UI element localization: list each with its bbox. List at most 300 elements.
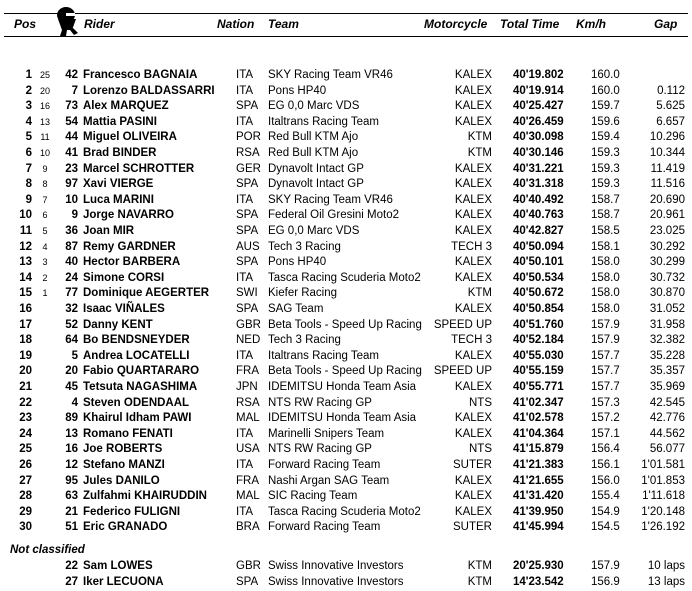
rider-number: 54	[65, 115, 78, 128]
gap: 30.732	[649, 271, 685, 284]
nation: NED	[236, 334, 261, 347]
motorcycle: KALEX	[454, 209, 492, 222]
nation: ITA	[236, 69, 254, 81]
gap: 1'26.192	[641, 521, 685, 534]
team-name: Dynavolt Intact GP	[268, 178, 364, 191]
points: 6	[42, 210, 48, 221]
rider-number: 36	[65, 225, 78, 237]
motorcycle: KALEX	[454, 115, 492, 128]
team-name: Marinelli Snipers Team	[268, 427, 385, 440]
gap: 30.292	[649, 240, 685, 253]
rider-number: 10	[65, 193, 78, 206]
speed: 156.1	[591, 459, 620, 471]
total-time: 40'19.914	[513, 84, 564, 97]
rider-number: 4	[71, 396, 78, 409]
rider-helmet-icon	[54, 6, 80, 36]
speed: 154.5	[591, 521, 620, 534]
points: 5	[42, 226, 48, 236]
team-name: IDEMITSU Honda Team Asia	[268, 381, 417, 393]
position: 7	[25, 162, 32, 175]
result-row	[0, 271, 692, 287]
speed: 160.0	[591, 84, 620, 97]
motorcycle: TECH 3	[451, 240, 492, 253]
rider-name: Romano FENATI	[83, 427, 173, 440]
rider-number: 22	[65, 560, 78, 572]
nation: SPA	[236, 225, 259, 237]
rider-name: Khairul Idham PAWI	[83, 412, 192, 425]
motorcycle: NTS	[469, 396, 492, 409]
result-row	[0, 458, 692, 474]
rider-number: 42	[65, 69, 78, 81]
nation: ITA	[236, 271, 254, 284]
position: 3	[25, 100, 32, 113]
gap: 1'11.618	[642, 490, 685, 503]
motorcycle: SUTER	[453, 459, 492, 471]
total-time: 40'31.221	[513, 162, 564, 175]
rider-name: Iker LECUONA	[83, 575, 164, 588]
points: 1	[42, 288, 48, 299]
gap: 5.625	[656, 100, 685, 113]
motorcycle: TECH 3	[451, 334, 492, 347]
speed: 160.0	[591, 69, 620, 81]
motorcycle: KTM	[467, 287, 492, 300]
total-time: 40'55.159	[513, 365, 564, 378]
motorcycle: KALEX	[454, 225, 492, 237]
rider-number: 52	[65, 318, 78, 331]
gap: 30.299	[649, 256, 685, 269]
total-time: 40'40.492	[513, 193, 564, 206]
rider-number: 7	[71, 84, 78, 97]
total-time: 40'52.184	[513, 334, 564, 347]
motorcycle: SPEED UP	[433, 365, 492, 378]
nation: MAL	[236, 490, 260, 503]
rider-name: Federico FULIGNI	[83, 505, 181, 518]
nation: USA	[236, 443, 260, 456]
motorcycle: KALEX	[454, 412, 492, 425]
motorcycle: SUTER	[453, 521, 492, 534]
total-time: 40'50.854	[513, 303, 564, 315]
gap: 35.228	[649, 349, 685, 362]
nation: SWI	[236, 287, 258, 300]
rider-name: Simone CORSI	[83, 271, 165, 284]
rider-number: 73	[65, 100, 78, 113]
total-time: 40'50.672	[513, 287, 564, 300]
team-name: EG 0,0 Marc VDS	[268, 225, 360, 237]
rider-name: Isaac VIÑALES	[83, 303, 165, 315]
motorcycle: KALEX	[454, 490, 492, 503]
header-bottom-rule	[4, 36, 688, 37]
gap: 32.382	[649, 334, 685, 347]
result-row	[0, 146, 692, 162]
team-name: Federal Oil Gresini Moto2	[268, 209, 400, 222]
nation: AUS	[236, 240, 260, 253]
result-row	[0, 380, 692, 396]
nation: FRA	[236, 474, 259, 487]
speed: 158.0	[591, 271, 620, 284]
nation: SPA	[236, 100, 259, 113]
team-name: Tech 3 Racing	[268, 240, 341, 253]
points: 16	[39, 101, 50, 112]
position: 29	[19, 505, 32, 518]
nation: ITA	[236, 193, 254, 206]
gap: 13 laps	[647, 575, 685, 588]
rider-name: Mattia PASINI	[83, 115, 157, 128]
result-row	[0, 575, 692, 591]
team-name: Swiss Innovative Investors	[268, 575, 404, 588]
rider-name: Joan MIR	[83, 225, 135, 237]
motorcycle: KTM	[467, 131, 492, 144]
rider-number: 12	[65, 459, 78, 471]
rider-name: Zulfahmi KHAIRUDDIN	[83, 490, 207, 503]
rider-name: Sam LOWES	[83, 560, 153, 572]
team-name: Tech 3 Racing	[268, 334, 341, 347]
gap: 10.344	[649, 147, 685, 159]
team-name: Forward Racing Team	[268, 521, 381, 534]
nation: ITA	[236, 349, 254, 362]
gap: 20.690	[649, 193, 685, 206]
motorcycle: KALEX	[454, 474, 492, 487]
motorcycle: KTM	[467, 147, 492, 159]
rider-number: 9	[71, 209, 78, 222]
motorcycle: KTM	[467, 560, 492, 572]
gap: 31.052	[649, 303, 685, 315]
position: 26	[19, 459, 32, 471]
nation: ITA	[236, 115, 254, 128]
rider-number: 97	[65, 178, 78, 191]
motorcycle: KALEX	[454, 69, 492, 81]
speed: 158.1	[591, 240, 620, 253]
gap: 1'20.148	[641, 505, 685, 518]
nation: ITA	[236, 427, 254, 440]
position: 4	[25, 115, 32, 128]
rider-number: 21	[65, 505, 78, 518]
rider-number: 87	[65, 240, 78, 253]
result-row	[0, 364, 692, 380]
total-time: 40'30.146	[513, 147, 564, 159]
total-time: 41'15.879	[513, 443, 564, 456]
result-row	[0, 427, 692, 443]
position: 21	[19, 381, 32, 393]
speed: 158.7	[591, 193, 620, 206]
rider-name: Eric GRANADO	[83, 521, 168, 534]
motorcycle: KALEX	[454, 178, 492, 191]
total-time: 41'02.347	[513, 396, 564, 409]
speed: 157.3	[591, 396, 620, 409]
gap: 56.077	[649, 443, 685, 456]
position: 2	[25, 84, 32, 97]
team-name: EG 0,0 Marc VDS	[268, 100, 360, 113]
nation: SPA	[236, 303, 259, 315]
gap: 0.112	[657, 84, 685, 97]
gap: 31.958	[649, 318, 685, 331]
nation: POR	[236, 131, 261, 144]
header-total-time: Total Time	[500, 17, 560, 31]
speed: 156.4	[591, 443, 620, 456]
team-name: Italtrans Racing Team	[268, 115, 380, 128]
team-name: NTS RW Racing GP	[268, 396, 372, 409]
speed: 159.6	[591, 115, 620, 128]
header-pos: Pos	[14, 17, 37, 31]
nation: ITA	[236, 459, 254, 471]
nation: SPA	[236, 178, 259, 191]
result-row	[0, 349, 692, 365]
team-name: Tasca Racing Scuderia Moto2	[268, 271, 421, 284]
position: 18	[19, 334, 32, 347]
points: 10	[39, 148, 50, 158]
team-name: Red Bull KTM Ajo	[268, 147, 359, 159]
rider-name: Fabio QUARTARARO	[83, 365, 200, 378]
rider-name: Steven ODENDAAL	[83, 396, 190, 409]
rider-name: Francesco BAGNAIA	[83, 69, 198, 81]
points: 9	[42, 163, 48, 174]
result-row	[0, 240, 692, 256]
gap: 30.870	[649, 287, 685, 300]
total-time: 40'19.802	[513, 69, 564, 81]
position: 23	[19, 412, 32, 425]
gap: 44.562	[649, 427, 685, 440]
rider-name: Lorenzo BALDASSARRI	[83, 84, 215, 97]
position: 1	[25, 69, 32, 81]
motorcycle: SPEED UP	[433, 318, 492, 331]
team-name: Pons HP40	[268, 256, 327, 269]
position: 20	[19, 365, 32, 378]
result-row	[0, 442, 692, 458]
total-time: 40'50.094	[513, 240, 564, 253]
points: 3	[42, 257, 48, 268]
total-time: 40'31.318	[513, 178, 564, 191]
position: 27	[19, 474, 32, 487]
speed: 158.0	[591, 256, 620, 269]
total-time: 41'21.383	[513, 459, 564, 471]
team-name: Dynavolt Intact GP	[268, 162, 364, 175]
team-name: IDEMITSU Honda Team Asia	[268, 412, 417, 425]
nation: MAL	[236, 412, 260, 425]
result-row	[0, 130, 692, 146]
team-name: Beta Tools - Speed Up Racing	[268, 318, 422, 331]
result-row	[0, 177, 692, 193]
motorcycle: KALEX	[454, 271, 492, 284]
rider-number: 40	[65, 256, 78, 269]
total-time: 41'21.655	[513, 474, 564, 487]
total-time: 20'25.930	[513, 560, 564, 572]
team-name: Tasca Racing Scuderia Moto2	[268, 505, 421, 518]
position: 17	[19, 318, 32, 331]
total-time: 40'42.827	[513, 225, 564, 237]
team-name: Nashi Argan SAG Team	[268, 474, 390, 487]
position: 11	[19, 225, 32, 237]
motorcycle: KALEX	[454, 381, 492, 393]
team-name: Kiefer Racing	[268, 287, 338, 300]
nation: GER	[236, 162, 261, 175]
position: 8	[25, 178, 32, 191]
header-motorcycle: Motorcycle	[424, 17, 488, 31]
points: 8	[42, 179, 48, 190]
gap: 11.419	[650, 162, 685, 175]
rider-number: 63	[65, 490, 78, 503]
total-time: 41'04.364	[513, 427, 564, 440]
motorcycle: KALEX	[454, 100, 492, 113]
nation: GBR	[236, 560, 261, 572]
result-row	[0, 396, 692, 412]
team-name: Forward Racing Team	[268, 459, 381, 471]
rider-name: Andrea LOCATELLI	[83, 349, 190, 362]
rider-number: 44	[65, 131, 78, 144]
total-time: 40'25.427	[513, 100, 564, 113]
motorcycle: KTM	[467, 575, 492, 588]
position: 14	[19, 271, 32, 284]
points: 25	[39, 70, 50, 80]
rider-name: Dominique AEGERTER	[83, 287, 210, 300]
rider-name: Miguel OLIVEIRA	[83, 131, 177, 144]
rider-name: Luca MARINI	[83, 193, 154, 206]
gap: 1'01.853	[641, 474, 685, 487]
team-name: SAG Team	[268, 303, 324, 315]
team-name: SKY Racing Team VR46	[268, 69, 393, 81]
result-row	[0, 318, 692, 334]
points: 4	[42, 241, 48, 252]
total-time: 41'31.420	[513, 490, 564, 503]
speed: 157.9	[591, 334, 620, 347]
position: 28	[19, 490, 32, 503]
rider-number: 51	[65, 521, 78, 534]
gap: 20.961	[649, 209, 685, 222]
speed: 159.7	[591, 100, 620, 113]
position: 6	[25, 147, 32, 159]
rider-name: Bo BENDSNEYDER	[83, 334, 190, 347]
gap: 42.545	[649, 396, 685, 409]
position: 10	[19, 209, 32, 222]
nation: JPN	[236, 381, 258, 393]
team-name: SKY Racing Team VR46	[268, 193, 393, 206]
motorcycle: KALEX	[454, 256, 492, 269]
team-name: SIC Racing Team	[268, 490, 358, 503]
result-row	[0, 193, 692, 209]
speed: 158.0	[591, 303, 620, 315]
speed: 157.7	[591, 381, 620, 393]
result-row	[0, 520, 692, 536]
speed: 157.7	[591, 349, 620, 362]
speed: 157.2	[591, 412, 620, 425]
total-time: 40'50.101	[513, 256, 564, 269]
speed: 156.9	[591, 575, 620, 588]
result-row	[0, 505, 692, 521]
nation: ITA	[236, 505, 254, 518]
speed: 158.5	[591, 225, 620, 237]
position: 12	[19, 240, 32, 253]
rider-number: 24	[65, 271, 78, 284]
total-time: 14'23.542	[513, 575, 564, 588]
rider-number: 5	[71, 349, 78, 362]
gap: 23.025	[649, 225, 685, 237]
rider-name: Brad BINDER	[83, 147, 157, 159]
rider-number: 16	[65, 443, 78, 456]
result-row	[0, 286, 692, 302]
rider-number: 20	[65, 365, 78, 378]
header-team: Team	[268, 17, 299, 31]
result-row	[0, 115, 692, 131]
result-row	[0, 411, 692, 427]
points: 7	[42, 194, 48, 205]
speed: 155.4	[591, 490, 620, 503]
gap: 10.296	[649, 131, 685, 144]
total-time: 40'50.534	[513, 271, 564, 284]
result-row	[0, 333, 692, 349]
speed: 154.9	[591, 505, 620, 518]
team-name: Beta Tools - Speed Up Racing	[268, 365, 422, 378]
motorcycle: NTS	[469, 443, 492, 456]
position: 22	[19, 396, 32, 409]
speed: 157.1	[591, 427, 620, 440]
nation: FRA	[236, 365, 259, 378]
result-row	[0, 302, 692, 318]
result-row	[0, 162, 692, 178]
nation: SPA	[236, 575, 259, 588]
header-kmh: Km/h	[576, 17, 606, 31]
motorcycle: KALEX	[454, 162, 492, 175]
rider-number: 45	[65, 381, 78, 393]
total-time: 41'39.950	[513, 505, 564, 518]
total-time: 40'51.760	[513, 318, 564, 331]
position: 9	[25, 193, 32, 206]
total-time: 41'02.578	[513, 412, 564, 425]
nation: SPA	[236, 209, 259, 222]
position: 13	[19, 256, 32, 269]
result-row	[0, 99, 692, 115]
rider-name: Danny KENT	[83, 318, 153, 331]
gap: 35.969	[649, 381, 685, 393]
rider-name: Marcel SCHROTTER	[83, 162, 195, 175]
position: 19	[19, 349, 32, 362]
position: 30	[19, 521, 32, 534]
rider-name: Xavi VIERGE	[83, 178, 154, 191]
total-time: 40'26.459	[513, 115, 564, 128]
speed: 159.3	[591, 178, 620, 191]
result-row	[0, 84, 692, 100]
team-name: Italtrans Racing Team	[268, 349, 380, 362]
not-classified-label: Not classified	[10, 544, 85, 556]
result-row	[0, 474, 692, 490]
gap: 35.357	[649, 365, 685, 378]
speed: 157.7	[591, 365, 620, 378]
rider-name: Jorge NAVARRO	[83, 209, 174, 222]
total-time: 40'55.771	[513, 381, 564, 393]
motorcycle: KALEX	[454, 303, 492, 315]
rider-name: Stefano MANZI	[83, 459, 165, 471]
position: 5	[25, 131, 32, 144]
rider-number: 77	[65, 287, 78, 300]
nation: SPA	[236, 256, 259, 269]
rider-name: Tetsuta NAGASHIMA	[83, 381, 198, 393]
gap: 6.657	[656, 115, 685, 128]
rider-number: 27	[65, 575, 78, 588]
position: 16	[19, 303, 32, 315]
team-name: Pons HP40	[268, 84, 327, 97]
result-row	[0, 68, 692, 84]
total-time: 40'55.030	[513, 349, 564, 362]
result-row	[0, 255, 692, 271]
rider-number: 13	[65, 427, 78, 440]
speed: 159.3	[591, 162, 620, 175]
gap: 11.516	[650, 178, 685, 191]
nation: GBR	[236, 318, 261, 331]
points: 11	[40, 132, 50, 143]
gap: 1'01.581	[641, 459, 685, 471]
motorcycle: KALEX	[454, 349, 492, 362]
speed: 157.9	[591, 318, 620, 331]
speed: 156.0	[591, 474, 620, 487]
header-top-rule	[4, 13, 688, 14]
rider-name: Remy GARDNER	[83, 240, 176, 253]
